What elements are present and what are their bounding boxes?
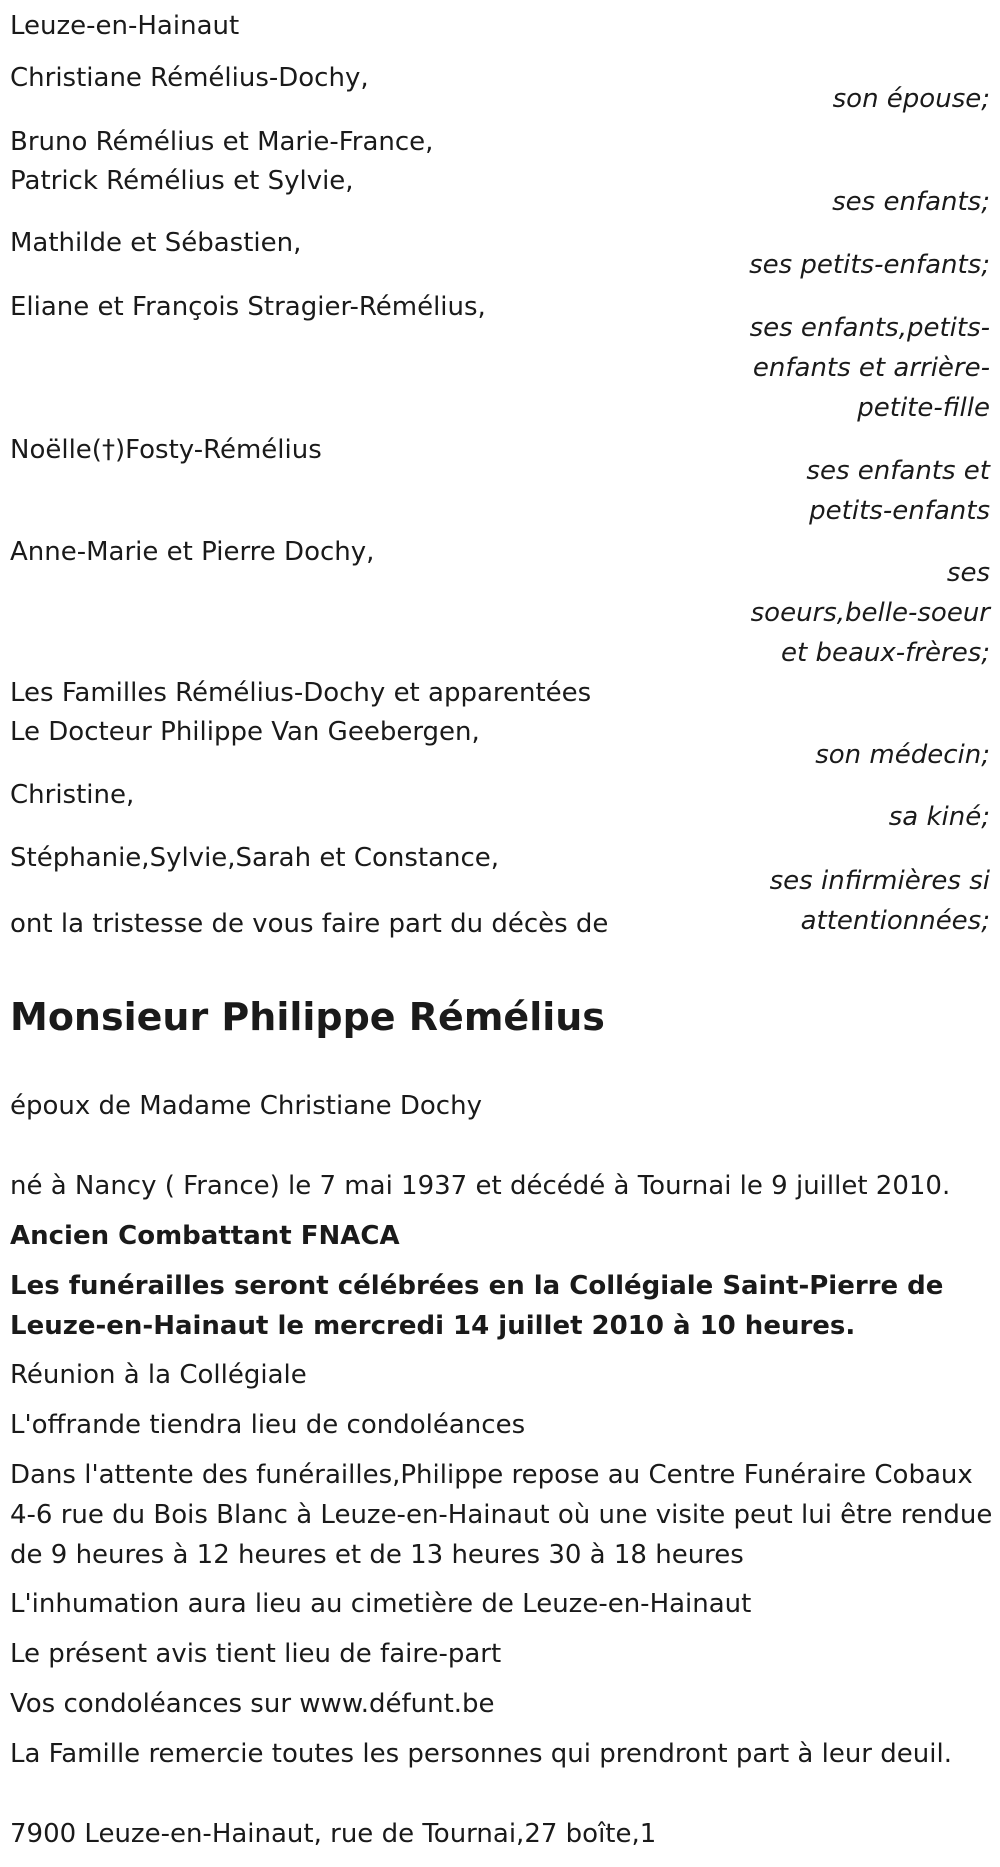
spouse-line: époux de Madame Christiane Dochy <box>10 1091 482 1121</box>
family-relation-4-0: ses enfants et <box>806 456 990 486</box>
family-relation-5 <box>751 553 990 673</box>
address-line: 7900 Leuze-en-Hainaut, rue de Tournai,27 boîte,1 <box>10 1819 657 1849</box>
burial-line: L'inhumation aura lieu au cimetière de Leuze-en-Hainaut <box>10 1589 752 1619</box>
family-relation-3-2: petite-fille <box>857 393 990 423</box>
family-relation-1-0: ses enfants; <box>832 187 990 217</box>
family-relation-8-1: attentionnées; <box>800 906 990 936</box>
family-relation-3-0: ses enfants,petits- <box>749 313 990 343</box>
meeting-line: Réunion à la Collégiale <box>10 1360 307 1390</box>
family-name-5-0: Anne-Marie et Pierre Dochy, <box>10 537 375 567</box>
family-relation-7-0: sa kiné; <box>888 802 990 832</box>
family-name-8-0: Stéphanie,Sylvie,Sarah et Constance, <box>10 843 500 873</box>
family-relation-8-0: ses infirmières si <box>769 866 990 896</box>
notice-line: Le présent avis tient lieu de faire-part <box>10 1639 502 1669</box>
family-relation-0-0: son épouse; <box>832 84 990 114</box>
family-relation-2-0: ses petits-enfants; <box>749 250 990 280</box>
family-relation-3 <box>750 308 990 428</box>
family-name-7-0: Christine, <box>10 780 135 810</box>
funeral-paragraph: Les funérailles seront célébrées en la Collégiale Saint-Pierre de Leuze-en-Hainaut le mercredi 14 juillet 2010 à 10 heures. <box>10 1271 944 1341</box>
family-relation-0 <box>833 79 990 119</box>
thanks-line: La Famille remercie toutes les personnes qui prendront part à leur deuil. <box>10 1739 952 1769</box>
family-relation-2 <box>749 245 990 285</box>
family-relation-7 <box>889 797 990 837</box>
family-relation-5-0: ses <box>946 558 990 588</box>
family-relation-4 <box>806 451 990 531</box>
family-relation-6 <box>815 735 990 775</box>
condolences-line: Vos condoléances sur www.défunt.be <box>10 1689 495 1719</box>
family-name-1-0: Bruno Rémélius et Marie-France, <box>10 127 434 157</box>
veteran-line: Ancien Combattant FNACA <box>10 1221 400 1251</box>
family-name-2-0: Mathilde et Sébastien, <box>10 228 302 258</box>
family-name-1-1: Patrick Rémélius et Sylvie, <box>10 166 354 196</box>
announcement-text: ont la tristesse de vous faire part du décès de <box>10 909 609 939</box>
family-relation-5-2: et beaux-frères; <box>781 638 990 668</box>
family-relation-6-0: son médecin; <box>815 740 990 770</box>
offering-line: L'offrande tiendra lieu de condoléances <box>10 1410 526 1440</box>
birth-death-line: né à Nancy ( France) le 7 mai 1937 et décédé à Tournai le 9 juillet 2010. <box>10 1171 951 1201</box>
viewing-paragraph: Dans l'attente des funérailles,Philippe repose au Centre Funéraire Cobaux 4-6 rue du Bois Blanc à Leuze-en-Hainaut où une visite peut lui être rendue de 9 heures à 12 heures et de 13 heures 30 à 18 heures <box>10 1460 993 1570</box>
family-relation-5-1: soeurs,belle-soeur <box>750 598 990 628</box>
location-header: Leuze-en-Hainaut <box>10 11 240 41</box>
family-name-4-0: Noëlle(†)Fosty-Rémélius <box>10 435 322 465</box>
family-name-0-0: Christiane Rémélius-Dochy, <box>10 63 369 93</box>
family-relation-1 <box>832 182 990 222</box>
family-relation-3-1: enfants et arrière- <box>752 353 990 383</box>
family-name-3-0: Eliane et François Stragier-Rémélius, <box>10 292 486 322</box>
family-name-6-1: Le Docteur Philippe Van Geebergen, <box>10 717 480 747</box>
deceased-name: Monsieur Philippe Rémélius <box>10 995 605 1039</box>
family-name-6-0: Les Familles Rémélius-Dochy et apparentées <box>10 678 592 708</box>
family-relation-4-1: petits-enfants <box>809 496 990 526</box>
family-relation-8 <box>770 861 990 941</box>
